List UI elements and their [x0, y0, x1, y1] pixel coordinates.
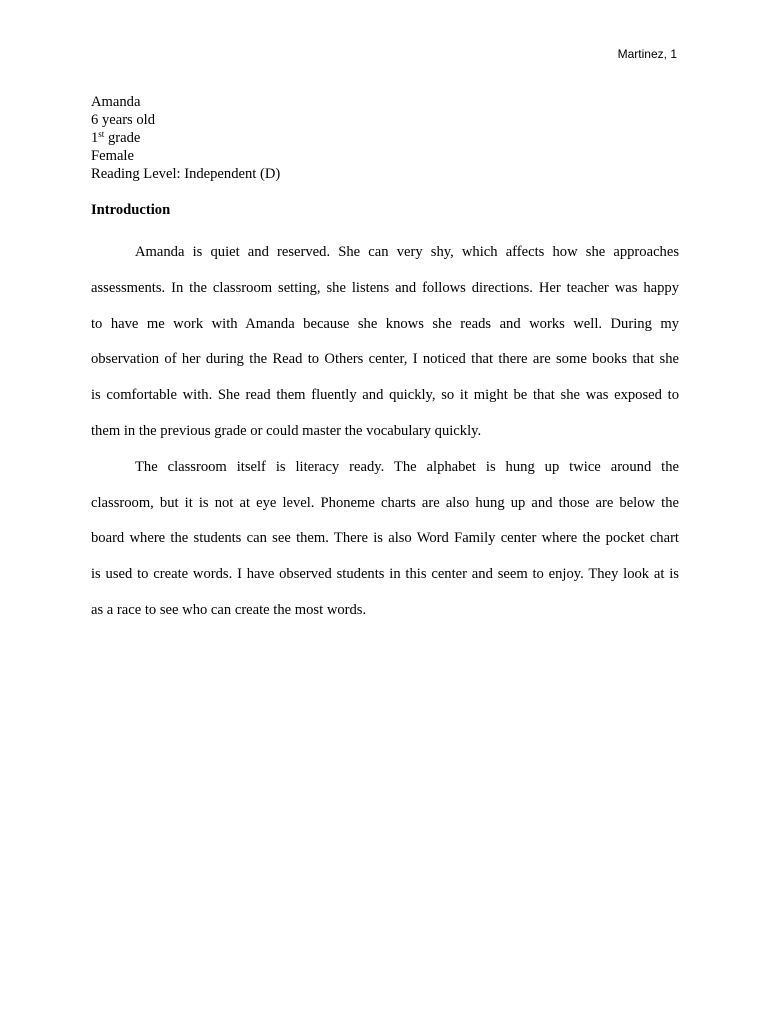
running-header: Martinez, 1	[617, 47, 677, 61]
paragraph-line: board where the students can see them. There is also Word Family center where the pocket chart	[91, 530, 679, 547]
paragraph-line: assessments. In the classroom setting, she listens and follows directions. Her teacher was happy	[91, 279, 679, 296]
student-gender: Female	[91, 148, 134, 164]
paragraph-line: is used to create words. I have observed students in this center and seem to enjoy. They look at is	[91, 566, 679, 583]
paragraph-line: is comfortable with. She read them fluently and quickly, so it might be that she was exposed to	[91, 387, 679, 404]
grade-suffix: st	[98, 129, 105, 139]
student-grade	[91, 129, 681, 147]
paragraph-line: them in the previous grade or could master the vocabulary quickly.	[91, 422, 482, 439]
body-text	[91, 235, 679, 629]
paragraph-line: to have me work with Amanda because she knows she reads and works well. During my	[91, 315, 679, 332]
student-name: Amanda	[91, 94, 141, 110]
paragraph-line: observation of her during the Read to Others center, I noticed that there are some books that she	[91, 351, 679, 368]
section-heading: Introduction	[91, 202, 171, 218]
paragraph-1	[91, 235, 679, 450]
paragraph-line: The classroom itself is literacy ready. The alphabet is hung up twice around the	[135, 458, 679, 475]
grade-number: 1	[91, 130, 99, 146]
paragraph-line: classroom, but it is not at eye level. Phoneme charts are also hung up and those are below the	[91, 494, 679, 511]
grade-word: grade	[107, 130, 141, 146]
student-reading-level: Reading Level: Independent (D)	[91, 166, 281, 182]
student-info-block	[91, 93, 681, 183]
student-age: 6 years old	[91, 112, 156, 128]
paragraph-line: as a race to see who can create the most words.	[91, 601, 367, 618]
paragraph-line: Amanda is quiet and reserved. She can very shy, which affects how she approaches	[135, 244, 679, 260]
paragraph-2	[91, 450, 679, 629]
